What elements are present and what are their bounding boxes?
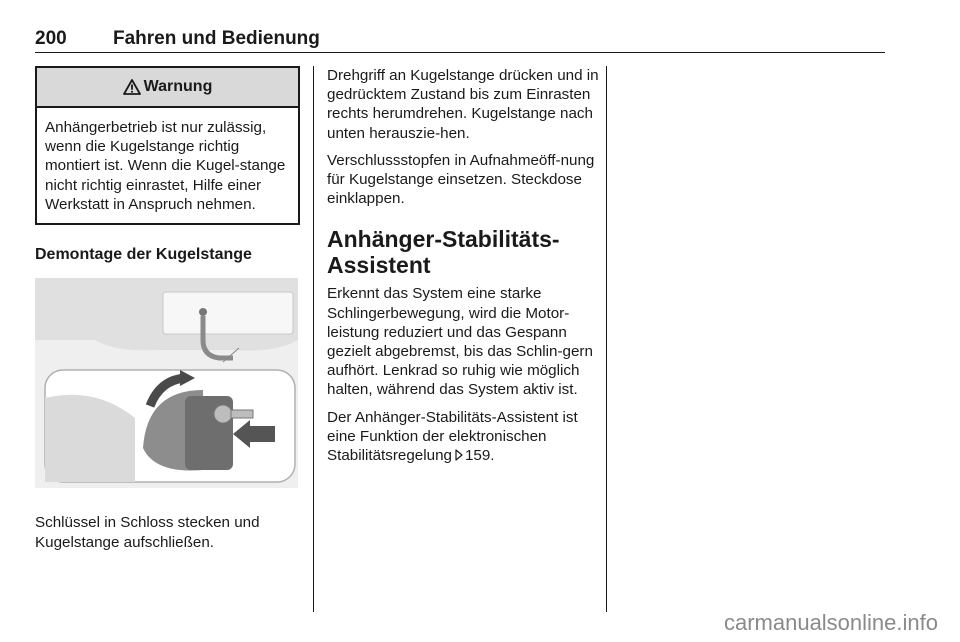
paragraph-2: Verschlussstopfen in Aufnahmeöff-nung für Kugelstange einsetzen. Steckdose einklappen. — [327, 151, 595, 208]
subheading: Demontage der Kugelstange — [35, 246, 252, 264]
figure-caption: Schlüssel in Schloss stecken und Kugelstange aufschließen. — [35, 514, 260, 551]
cross-reference-arrow-icon — [455, 449, 463, 461]
page-number: 200 — [35, 28, 67, 49]
middle-column — [327, 66, 599, 473]
page-header — [35, 26, 885, 53]
warning-text: Anhängerbetrieb ist nur zulässig, wenn die Kugelstange richtig montiert ist. Wenn die Kugel-stange nicht richtig einrastet, Hilfe einer Werkstatt in Anspruch nehmen. — [45, 119, 286, 213]
warning-header — [37, 68, 298, 108]
tow-bar-illustration — [35, 278, 298, 488]
cross-reference-page: 159. — [464, 447, 495, 465]
column-divider-left — [313, 66, 314, 612]
warning-title: Warnung — [143, 78, 213, 96]
watermark: carmanualsonline.info — [723, 610, 938, 635]
left-column — [35, 66, 300, 552]
column-divider-right — [606, 66, 607, 612]
section-paragraph-2-text: Der Anhänger-Stabilitäts-Assistent ist eine Funktion der elektronischen Stabilitätsregelung — [327, 408, 578, 465]
paragraph-1: Drehgriff an Kugelstange drücken und in gedrücktem Zustand bis zum Einrasten rechts herumdrehen. Kugelstange nach unten herauszie-hen. — [327, 67, 599, 142]
warning-triangle-icon — [123, 79, 141, 95]
section-title: Anhänger-Stabilitäts-Assistent — [327, 226, 560, 279]
warning-box — [35, 66, 300, 225]
section-paragraph-1: Erkennt das System eine starke Schlingerbewegung, wird die Motor-leistung reduziert und das Gespann gezielt abgebremst, bis das Schlin-gern aufhört. Lenkrad so ruhig wie möglich halten, während das System aktiv ist. — [327, 285, 593, 399]
chapter-title: Fahren und Bedienung — [113, 28, 320, 49]
section-paragraph-2 — [327, 408, 599, 466]
